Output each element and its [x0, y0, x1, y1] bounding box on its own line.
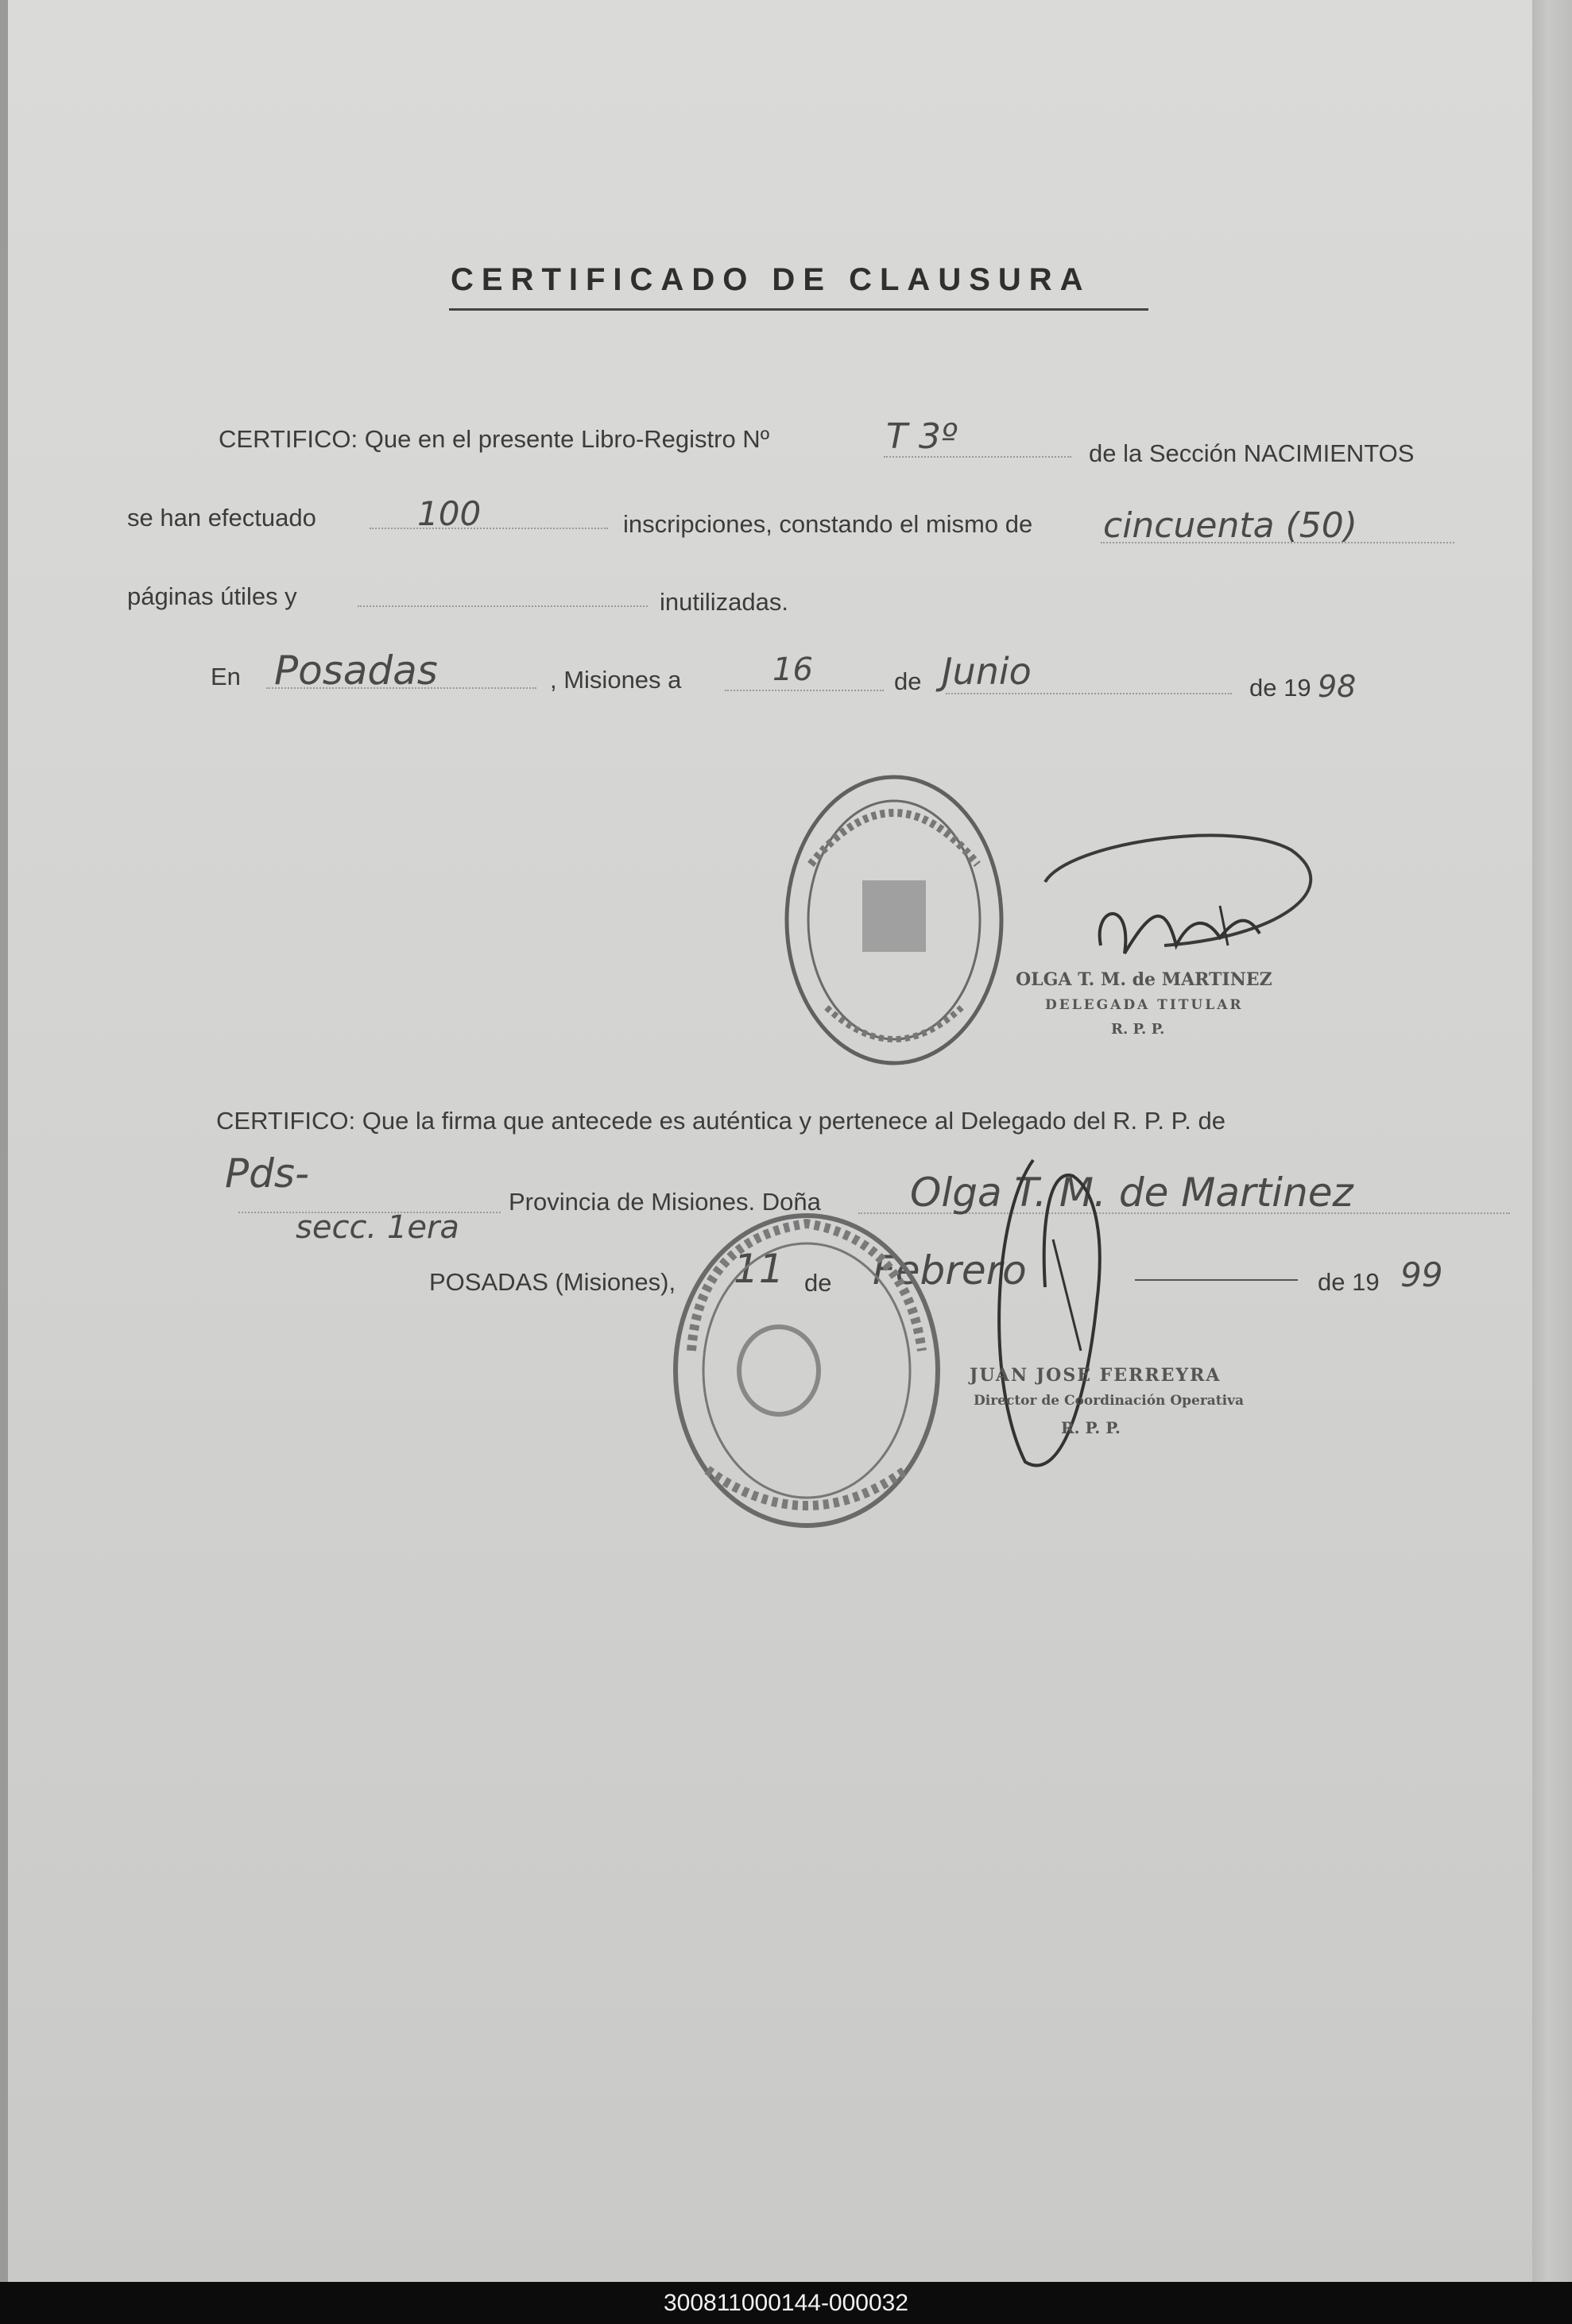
section-handwritten: secc. 1era	[296, 1209, 459, 1246]
month-blank	[946, 693, 1232, 694]
cert2-blank-line	[1135, 1279, 1298, 1281]
day: 16	[772, 652, 813, 688]
document-page	[8, 0, 1532, 2282]
cert1-line3-prefix: páginas útiles y	[127, 582, 297, 610]
cert1-line3-suffix: inutilizadas.	[660, 588, 788, 616]
document-id: 300811000144-000032	[663, 2290, 909, 2316]
registry-seal-1	[779, 769, 1009, 1071]
cert2-day: 11	[734, 1246, 784, 1292]
cert1-line2-prefix: se han efectuado	[127, 504, 316, 532]
cert2-line2-middle: Provincia de Misiones. Doña	[509, 1188, 821, 1216]
cert2-de-label: de	[804, 1269, 832, 1297]
delegate-name: Olga T. M. de Martinez	[910, 1170, 1353, 1216]
cert2-year-digits: 99	[1400, 1255, 1443, 1294]
location-handwritten: Pds-	[225, 1150, 309, 1197]
month: Junio	[942, 650, 1032, 693]
unused-pages-blank	[358, 605, 648, 607]
inscriptions-count: 100	[417, 494, 482, 533]
signatory-1-role: DELEGADA TITULAR	[1045, 997, 1244, 1013]
en-label: En	[211, 663, 241, 690]
page-edge	[1532, 0, 1572, 2282]
year-label: de 19	[1249, 674, 1311, 702]
registry-seal-2	[668, 1208, 946, 1533]
year-digits: 98	[1318, 669, 1357, 704]
cert1-line1-suffix: de la Sección NACIMIENTOS	[1089, 439, 1415, 467]
cert1-line2-middle: inscripciones, constando el mismo de	[623, 510, 1033, 538]
cert2-line1: CERTIFICO: Que la firma que antecede es auténtica y pertenece al Delegado del R. P. P. de	[216, 1107, 1226, 1135]
pages-count: cincuenta (50)	[1103, 505, 1357, 546]
province-label: , Misiones a	[550, 666, 682, 694]
city: Posadas	[274, 648, 438, 694]
cert2-year-label: de 19	[1318, 1268, 1380, 1296]
signatory-2-name: JUAN JOSE FERREYRA	[970, 1365, 1222, 1386]
cert2-month: Febrero	[873, 1247, 1027, 1293]
book-number: T 3º	[886, 416, 958, 457]
location-blank	[238, 1212, 501, 1213]
document-title: CERTIFICADO DE CLAUSURA	[451, 262, 1091, 297]
title-underline	[449, 308, 1148, 311]
signatory-1-office: R. P. P.	[1111, 1021, 1165, 1038]
de-label: de	[894, 667, 922, 695]
signatory-2-role: Director de Coordinación Operativa	[974, 1393, 1245, 1409]
signatory-1-name: OLGA T. M. de MARTINEZ	[1016, 969, 1272, 990]
signatory-2-office: R. P. P.	[1061, 1418, 1121, 1437]
day-blank	[725, 690, 884, 691]
cert1-line1-prefix: CERTIFICO: Que en el presente Libro-Registro Nº	[219, 425, 770, 453]
scan-footer	[0, 2282, 1572, 2324]
city-label: POSADAS (Misiones),	[429, 1268, 676, 1296]
inscriptions-blank	[370, 528, 608, 529]
signature-1	[1037, 826, 1347, 977]
